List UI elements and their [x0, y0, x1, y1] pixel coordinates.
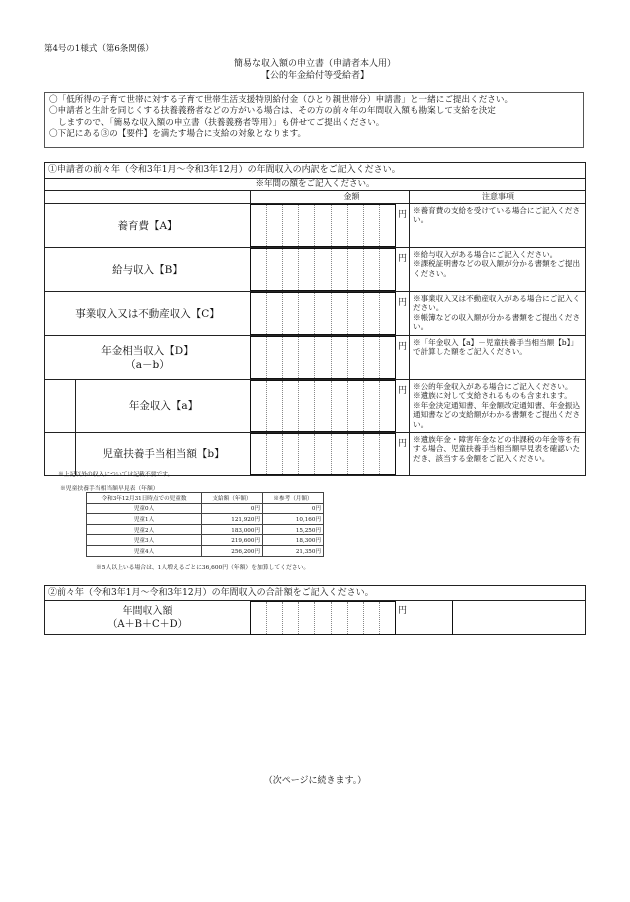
- notice-line: しますので、「簡易な収入額の申立書（扶養義務者等用）」も併せてご提出ください。: [58, 117, 385, 128]
- yen-unit: 円: [398, 606, 408, 616]
- table-header: ※参考（月額）: [263, 493, 324, 504]
- column-header-amount: 金額: [343, 192, 360, 201]
- footnote-other-income: ※上記以外の収入については記載不要です。: [58, 472, 174, 478]
- notice-line: 〇申請者と生計を同じくする扶養義務者などの方がいる場合は、その方の前々年の年間収入額も勘案して支給を決定: [49, 106, 496, 117]
- amount-input-child-support[interactable]: [250, 204, 396, 247]
- row-label: 事業収入又は不動産収入【C】: [75, 307, 220, 320]
- row-note: ※公的年金収入がある場合にご記入ください。 ※遺族に対して支給されるものも含まれます。 ※年金決定通知書、年金額改定通知書、年金振込通知書などの支給額がわかる書類をご提出ください。: [409, 380, 585, 432]
- next-page-note: （次ページに続きます。）: [263, 776, 367, 786]
- table-row: 児童4人 256,200円 21,350円: [87, 545, 324, 556]
- row-note: ※遺族年金・障害年金などの非課税の年金等を有する場合、児童扶養手当相当額早見表を確認いただき、該当する金額をご記入ください。: [409, 433, 585, 475]
- row-label: 給与収入【B】: [112, 263, 183, 276]
- footnote-table-title: ※児童扶養手当相当額早見表（年額）: [60, 486, 159, 492]
- row-label: 児童扶養手当相当額【b】: [75, 433, 251, 475]
- total-label: 年間収入額 （A＋B＋C＋D）: [107, 606, 188, 630]
- income-row-salary: [45, 248, 585, 292]
- footnote-additional-children: ※5人以上いる場合は、1人増えるごとに36,600円（年額）を加算してください。: [96, 565, 310, 571]
- amount-input-pension[interactable]: [250, 380, 396, 432]
- yen-unit: 円: [398, 439, 408, 449]
- income-row-child-support: [45, 204, 585, 248]
- yen-unit: 円: [398, 342, 408, 352]
- column-header-notes: 注意事項: [409, 191, 586, 203]
- row-note: ※事業収入又は不動産収入がある場合にご記入ください。 ※帳簿などの収入額が分かる書類をご提出ください。: [409, 292, 585, 335]
- form-number: 第4号の1様式（第6条関係）: [44, 44, 154, 54]
- notice-line: 〇下記にある③の【要件】を満たす場合に支給の対象となります。: [49, 129, 307, 140]
- row-label: 養育費【A】: [117, 219, 178, 232]
- row-label: 年金収入【a】: [75, 380, 251, 432]
- section2-heading: ②前々年（令和3年1月～令和3年12月）の年間収入の合計額をご記入ください。: [45, 586, 585, 601]
- column-header-row: [45, 191, 585, 204]
- row-note: ※給与収入がある場合にご記入ください。 ※課税証明書などの収入額が分かる書類をご提出ください。: [409, 248, 585, 291]
- table-row: 児童1人 121,920円 10,160円: [87, 514, 324, 525]
- table-row: 児童3人 219,600円 18,300円: [87, 535, 324, 546]
- yen-unit: 円: [398, 298, 408, 308]
- row-note: ※養育費の支給を受けている場合にご記入ください。: [409, 204, 585, 247]
- section1-heading: ①申請者の前々年（令和3年1月～令和3年12月）の年間収入の内訳をご記入ください。: [45, 163, 585, 179]
- income-breakdown-section: [44, 162, 586, 476]
- row-label: 年金相当収入【D】 （a－b）: [101, 344, 194, 371]
- table-row: 児童0人 0円 0円: [87, 503, 324, 514]
- yen-unit: 円: [398, 254, 408, 264]
- amount-input-business[interactable]: [250, 292, 396, 335]
- table-header: 令和3年12月31日時点での児童数: [87, 493, 202, 504]
- annual-income-total-section: [44, 585, 586, 635]
- document-subtitle: 【公的年金給付等受給者】: [260, 71, 369, 81]
- row-note: ※「年金収入【a】－児童扶養手当相当額【b】」で計算した額をご記入ください。: [409, 336, 585, 379]
- yen-unit: 円: [398, 386, 408, 396]
- child-allowance-table: [86, 492, 324, 557]
- amount-input-pension-equivalent[interactable]: [250, 336, 396, 379]
- amount-input-total[interactable]: [250, 601, 396, 635]
- document-title: 簡易な収入額の申立書（申請者本人用）: [233, 59, 396, 69]
- income-row-business: [45, 292, 585, 336]
- notice-box: [44, 92, 584, 148]
- yen-unit: 円: [398, 210, 408, 220]
- income-row-pension: [45, 380, 585, 433]
- table-header-row: [87, 493, 324, 504]
- section1-subheading: ※年間の額をご記入ください。: [45, 179, 585, 191]
- notice-line: 〇「低所得の子育て世帯に対する子育て世帯生活支援特別給付金（ひとり親世帯分）申請書」と一緒にご提出ください。: [49, 95, 514, 105]
- amount-input-child-allowance-equivalent[interactable]: [250, 433, 396, 475]
- table-row: 児童2人 183,000円 15,250円: [87, 524, 324, 535]
- amount-input-salary[interactable]: [250, 248, 396, 291]
- table-header: 支給額（年額）: [202, 493, 263, 504]
- pension-subrows: [45, 380, 585, 475]
- income-row-pension-equivalent: [45, 336, 585, 380]
